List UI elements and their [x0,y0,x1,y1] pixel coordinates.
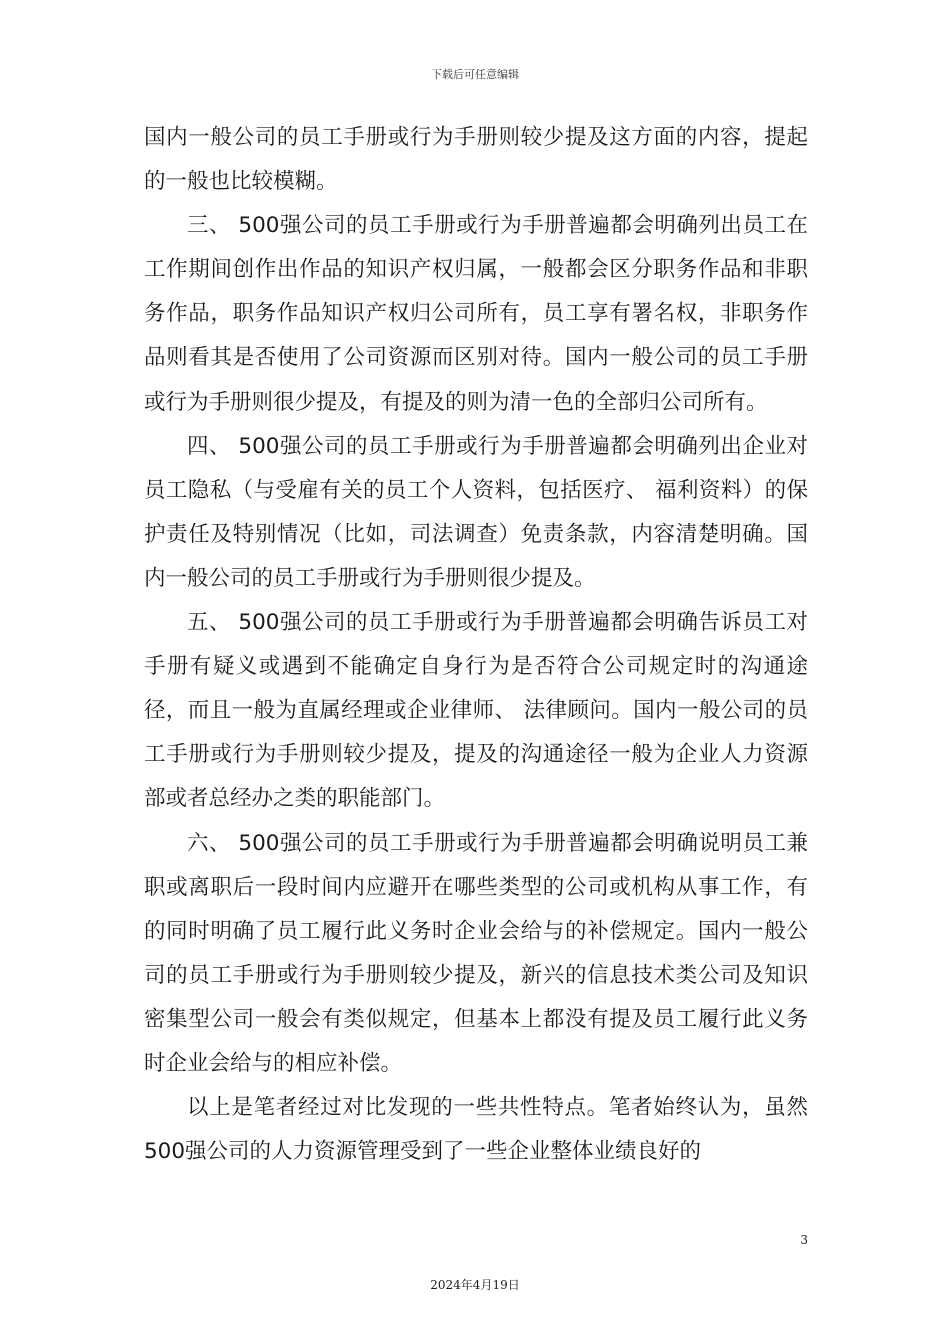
paragraph-6: 以上是笔者经过对比发现的一些共性特点。笔者始终认为，虽然500强公司的人力资源管理受到了一些企业整体业绩良好的 [144,1095,808,1165]
document-body [144,116,808,1174]
page-number: 3 [800,1233,808,1247]
page-header: 下载后可任意编辑 [431,68,519,81]
page-footer-date: 2024年4月19日 [430,1278,520,1292]
paragraph-1: 国内一般公司的员工手册或行为手册则较少提及这方面的内容，提起的一般也比较模糊。 [144,125,808,195]
paragraph-3: 四、 500强公司的员工手册或行为手册普遍都会明确列出企业对员工隐私（与受雇有关的员工个人资料，包括医疗、 福利资料）的保护责任及特别情况（比如，司法调查）免责条款，内容清楚明确。国内一般公司的员工手册或行为手册则很少提及。 [144,433,808,591]
paragraph-4: 五、 500强公司的员工手册或行为手册普遍都会明确告诉员工对手册有疑义或遇到不能确定自身行为是否符合公司规定时的沟通途径，而且一般为直属经理或企业律师、 法律顾问。国内一般公司的员工手册或行为手册则较少提及，提及的沟通途径一般为企业人力资源部或者总经办之类的职能部门。 [144,610,808,812]
paragraph-5: 六、 500强公司的员工手册或行为手册普遍都会明确说明员工兼职或离职后一段时间内应避开在哪些类型的公司或机构从事工作，有的同时明确了员工履行此义务时企业会给与的补偿规定。国内一般公司的员工手册或行为手册则较少提及，新兴的信息技术类公司及知识密集型公司一般会有类似规定，但基本上都没有提及员工履行此义务时企业会给与的相应补偿。 [144,830,808,1076]
paragraph-2: 三、 500强公司的员工手册或行为手册普遍都会明确列出员工在工作期间创作出作品的知识产权归属，一般都会区分职务作品和非职务作品，职务作品知识产权归公司所有，员工享有署名权，非职务作品则看其是否使用了公司资源而区别对待。国内一般公司的员工手册或行为手册则很少提及，有提及的则为清一色的全部归公司所有。 [144,213,808,415]
